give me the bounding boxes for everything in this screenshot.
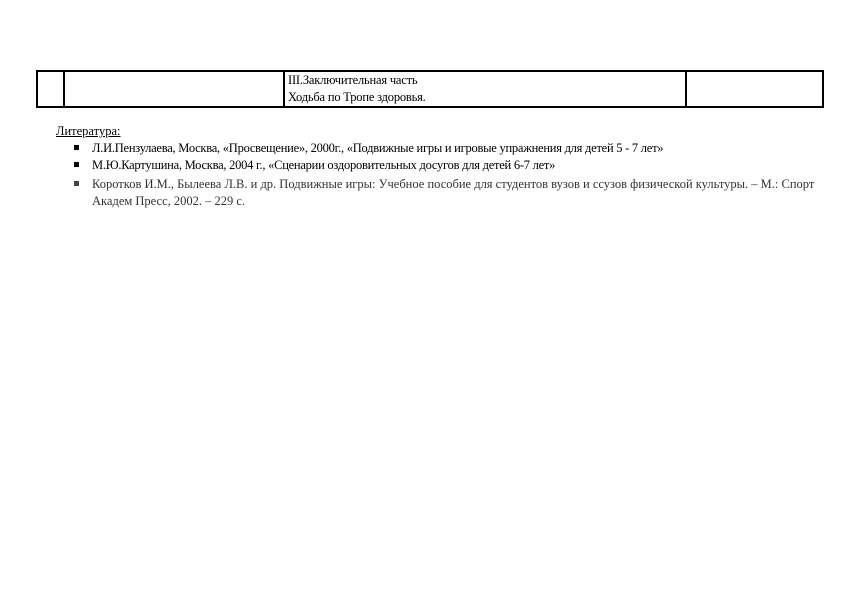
- list-item: [56, 140, 816, 157]
- lesson-plan-table: [36, 70, 824, 108]
- table-row: [37, 71, 823, 107]
- list-item: [56, 157, 816, 174]
- list-item: [56, 176, 816, 210]
- square-bullet-icon: [74, 145, 79, 150]
- literature-title: Литература:: [56, 124, 121, 138]
- activity-text: Ходьба по Тропе здоровья.: [288, 90, 426, 104]
- section-heading: III.Заключительная часть: [288, 73, 418, 87]
- square-bullet-icon: [74, 162, 79, 167]
- reference-text: Коротков И.М., Былеева Л.В. и др. Подвижные игры: Учебное пособие для студентов вузов и ссузов физической культуры. – М.: Спорт Академ Пресс, 2002. – 229 с.: [92, 177, 815, 208]
- literature-section: [56, 124, 816, 210]
- square-bullet-icon: [74, 181, 79, 186]
- table-cell-content: [64, 71, 284, 107]
- reference-text: М.Ю.Картушина, Москва, 2004 г., «Сценарии оздоровительных досугов для детей 6-7 лет»: [92, 158, 556, 172]
- reference-list: [56, 140, 816, 210]
- reference-text: Л.И.Пензулаева, Москва, «Просвещение», 2000г., «Подвижные игры и игровые упражнения для детей 5 - 7 лет»: [92, 141, 664, 155]
- table-cell-activity: [284, 71, 686, 107]
- table-cell-number: [37, 71, 64, 107]
- table-cell-notes: [686, 71, 823, 107]
